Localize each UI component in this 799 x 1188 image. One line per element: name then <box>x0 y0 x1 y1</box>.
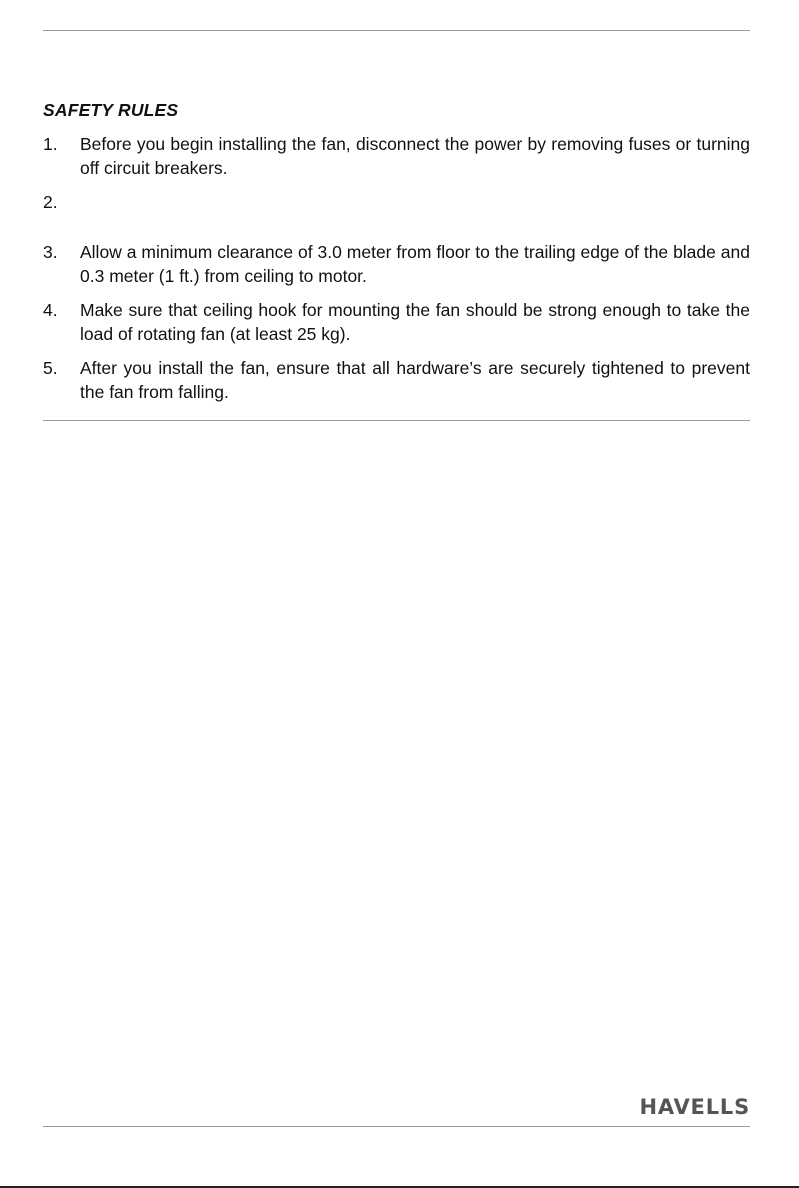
rule-text: Allow a minimum clearance of 3.0 meter from floor to the trailing edge of the blade and 0.3 meter (1 ft.) from ceiling to motor. <box>80 242 750 286</box>
section-heading: SAFETY RULES <box>43 100 179 120</box>
safety-rules-section <box>43 100 750 415</box>
rules-list <box>43 133 750 404</box>
bottom-divider <box>43 1126 750 1127</box>
rule-item-3 <box>43 241 750 288</box>
brand-logo: HAVELLS <box>639 1095 750 1119</box>
rule-item-4 <box>43 299 750 346</box>
rule-number: 5. <box>43 358 58 378</box>
rule-text: Make sure that ceiling hook for mounting the fan should be strong enough to take the load of rotating fan (at least 25 kg). <box>80 300 750 344</box>
rule-item-2 <box>43 191 750 238</box>
rule-text: Before you begin installing the fan, disconnect the power by removing fuses or turning off circuit breakers. <box>80 134 750 178</box>
rule-number: 3. <box>43 242 58 262</box>
rule-number: 2. <box>43 192 58 212</box>
rule-number: 4. <box>43 300 58 320</box>
rule-item-1 <box>43 133 750 180</box>
rule-number: 1. <box>43 134 58 154</box>
top-divider <box>43 30 750 31</box>
rule-item-5 <box>43 357 750 404</box>
rule-text: After you install the fan, ensure that all hardware’s are securely tightened to prevent the fan from falling. <box>80 358 750 402</box>
section-divider <box>43 420 750 421</box>
